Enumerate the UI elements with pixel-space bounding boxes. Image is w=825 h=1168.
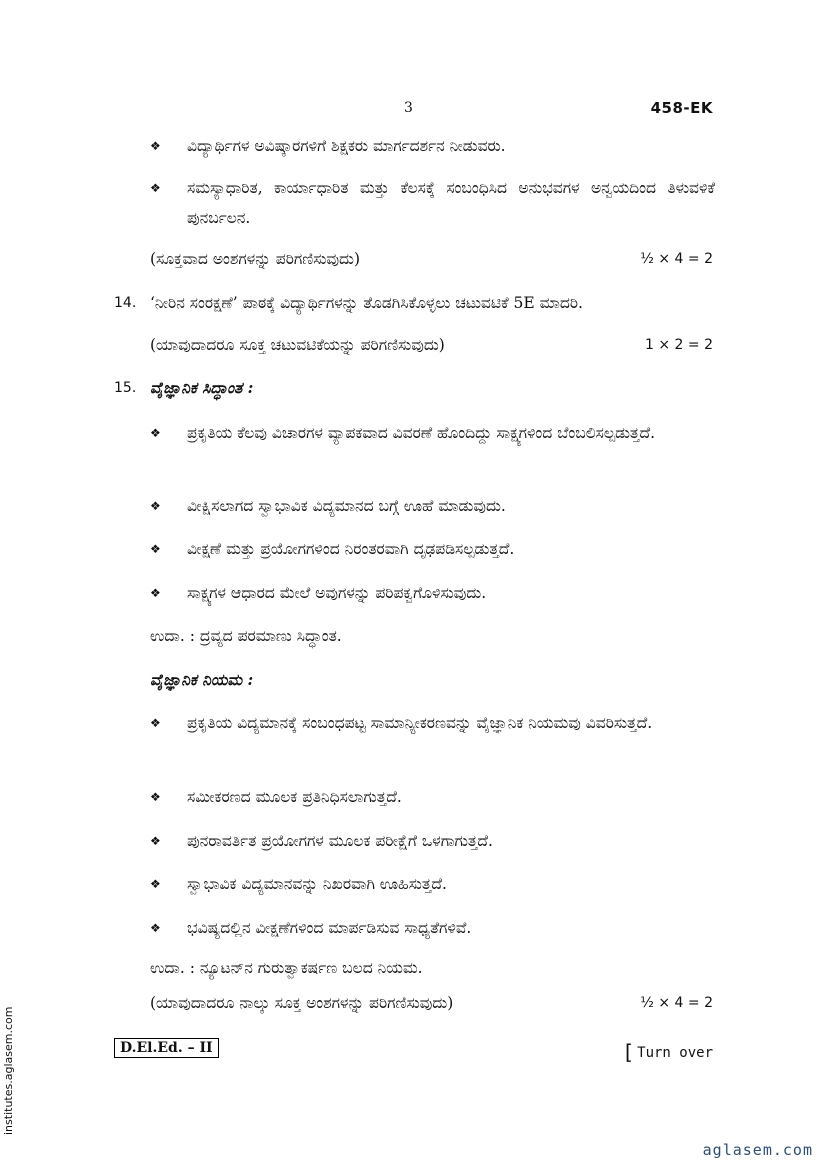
question-text: ‘ನೀರಿನ ಸಂರಕ್ಷಣೆ’ ಪಾಠಕ್ಕೆ ವಿದ್ಯಾರ್ಥಿಗಳನ್ನು ತೊಡಗಿಸಿಕೊಳ್ಳಲು ಚಟುವಟಿಕೆ 5E ಮಾದರಿ.	[150, 294, 583, 312]
question-number: 14.	[114, 295, 137, 311]
scoring-note: (ಯಾವುದಾದರೂ ಸೂಕ್ತ ಚಟುವಟಿಕೆಯನ್ನು ಪರಿಗಣಿಸುವುದು)	[150, 336, 445, 354]
section-heading-theory: ವೈಜ್ಞಾನಿಕ ಸಿದ್ಧಾಂತ :	[150, 378, 254, 397]
scoring-note: (ಯಾವುದಾದರೂ ನಾಲ್ಕು ಸೂಕ್ತ ಅಂಶಗಳನ್ನು ಪರಿಗಣಿಸುವುದು)	[150, 994, 454, 1012]
course-code-box: D.El.Ed. – II	[114, 1038, 219, 1058]
bullet-icon: ❖	[150, 499, 161, 513]
bullet-text: ಸಮಸ್ಯಾಧಾರಿತ, ಕಾರ್ಯಾಧಾರಿತ ಮತ್ತು ಕೆಲಸಕ್ಕೆ ಸಂಬಂಧಿಸಿದ ಅನುಭವಗಳ ಅನ್ವಯದಿಂದ ತಿಳುವಳಿಕೆ ಪುನರ್ಬಲನ.	[187, 179, 715, 227]
bullet-text: ಸಾಕ್ಷ್ಯಗಳ ಆಧಾರದ ಮೇಲೆ ಅವುಗಳನ್ನು ಪರಿಪಕ್ವಗೊಳಿಸುವುದು.	[187, 584, 487, 602]
scoring-note: (ಸೂಕ್ತವಾದ ಅಂಶಗಳನ್ನು ಪರಿಗಣಿಸುವುದು)	[150, 250, 361, 268]
marks-label: ½ × 4 = 2	[640, 251, 713, 267]
bullet-text: ಪ್ರಕೃತಿಯ ವಿದ್ಯಮಾನಕ್ಕೆ ಸಂಬಂಧಪಟ್ಟ ಸಾಮಾನ್ಯೀಕರಣವನ್ನು ವೈಜ್ಞಾನಿಕ ನಿಯಮವು ವಿವರಿಸುತ್ತದೆ.	[187, 714, 653, 732]
bullet-text: ವೀಕ್ಷಿಸಲಾಗದ ಸ್ವಾಭಾವಿಕ ವಿದ್ಯಮಾನದ ಬಗ್ಗೆ ಊಹೆ ಮಾಡುವುದು.	[187, 497, 506, 515]
example-line: ಉದಾ. : ನ್ಯೂಟನ್‌ನ ಗುರುತ್ವಾಕರ್ಷಣ ಬಲದ ನಿಯಮ.	[150, 959, 423, 977]
bullet-text: ಪುನರಾವರ್ತಿತ ಪ್ರಯೋಗಗಳ ಮೂಲಕ ಪರೀಕ್ಷೆಗೆ ಒಳಗಾಗುತ್ತದೆ.	[187, 832, 493, 850]
bullet-icon: ❖	[150, 790, 161, 804]
bullet-text: ವೀಕ್ಷಣೆ ಮತ್ತು ಪ್ರಯೋಗಗಳಿಂದ ನಿರಂತರವಾಗಿ ದೃಢಪಡಿಸಲ್ಪಡುತ್ತದೆ.	[187, 540, 515, 558]
bullet-text: ಸ್ವಾಭಾವಿಕ ವಿದ್ಯಮಾನವನ್ನು ನಿಖರವಾಗಿ ಊಹಿಸುತ್ತದೆ.	[187, 875, 447, 893]
bullet-icon: ❖	[150, 181, 161, 195]
bullet-text: ಸಮೀಕರಣದ ಮೂಲಕ ಪ್ರತಿನಿಧಿಸಲಾಗುತ್ತದೆ.	[187, 788, 402, 806]
bullet-icon: ❖	[150, 586, 161, 600]
marks-label: ½ × 4 = 2	[640, 995, 713, 1011]
bullet-text: ವಿದ್ಯಾರ್ಥಿಗಳ ಅವಿಷ್ಕಾರಗಳಿಗೆ ಶಿಕ್ಷಕರು ಮಾರ್ಗದರ್ಶನ ನೀಡುವರು.	[187, 137, 506, 155]
bullet-icon: ❖	[150, 426, 161, 440]
bullet-icon: ❖	[150, 877, 161, 891]
bullet-text: ಪ್ರಕೃತಿಯ ಕೆಲವು ವಿಚಾರಗಳ ವ್ಯಾಪಕವಾದ ವಿವರಣೆ ಹೊಂದಿದ್ದು ಸಾಕ್ಷ್ಯಗಳಿಂದ ಬೆಂಬಲಿಸಲ್ಪಡುತ್ತದೆ.	[187, 424, 656, 442]
question-number: 15.	[114, 380, 137, 396]
bullet-icon: ❖	[150, 834, 161, 848]
turn-over-text: Turn over	[637, 1045, 713, 1061]
turn-over-label	[622, 1040, 713, 1064]
bullet-icon: ❖	[150, 921, 161, 935]
bullet-icon: ❖	[150, 716, 161, 730]
example-line: ಉದಾ. : ದ್ರವ್ಯದ ಪರಮಾಣು ಸಿದ್ಧಾಂತ.	[150, 627, 342, 645]
paper-code: 458-EK	[650, 99, 713, 117]
bullet-text: ಭವಿಷ್ಯದಲ್ಲಿನ ವೀಕ್ಷಣೆಗಳಿಂದ ಮಾರ್ಪಡಿಸುವ ಸಾಧ್ಯತೆಗಳಿವೆ.	[187, 919, 472, 937]
site-watermark: aglasem.com	[702, 1141, 813, 1159]
marks-label: 1 × 2 = 2	[645, 337, 713, 353]
bullet-icon: ❖	[150, 139, 161, 153]
section-heading-law: ವೈಜ್ಞಾನಿಕ ನಿಯಮ :	[150, 670, 254, 689]
page-number: 3	[404, 100, 413, 116]
side-watermark: institutes.aglasem.com	[2, 1006, 15, 1135]
bullet-icon: ❖	[150, 542, 161, 556]
bracket-icon: [	[622, 1040, 635, 1064]
